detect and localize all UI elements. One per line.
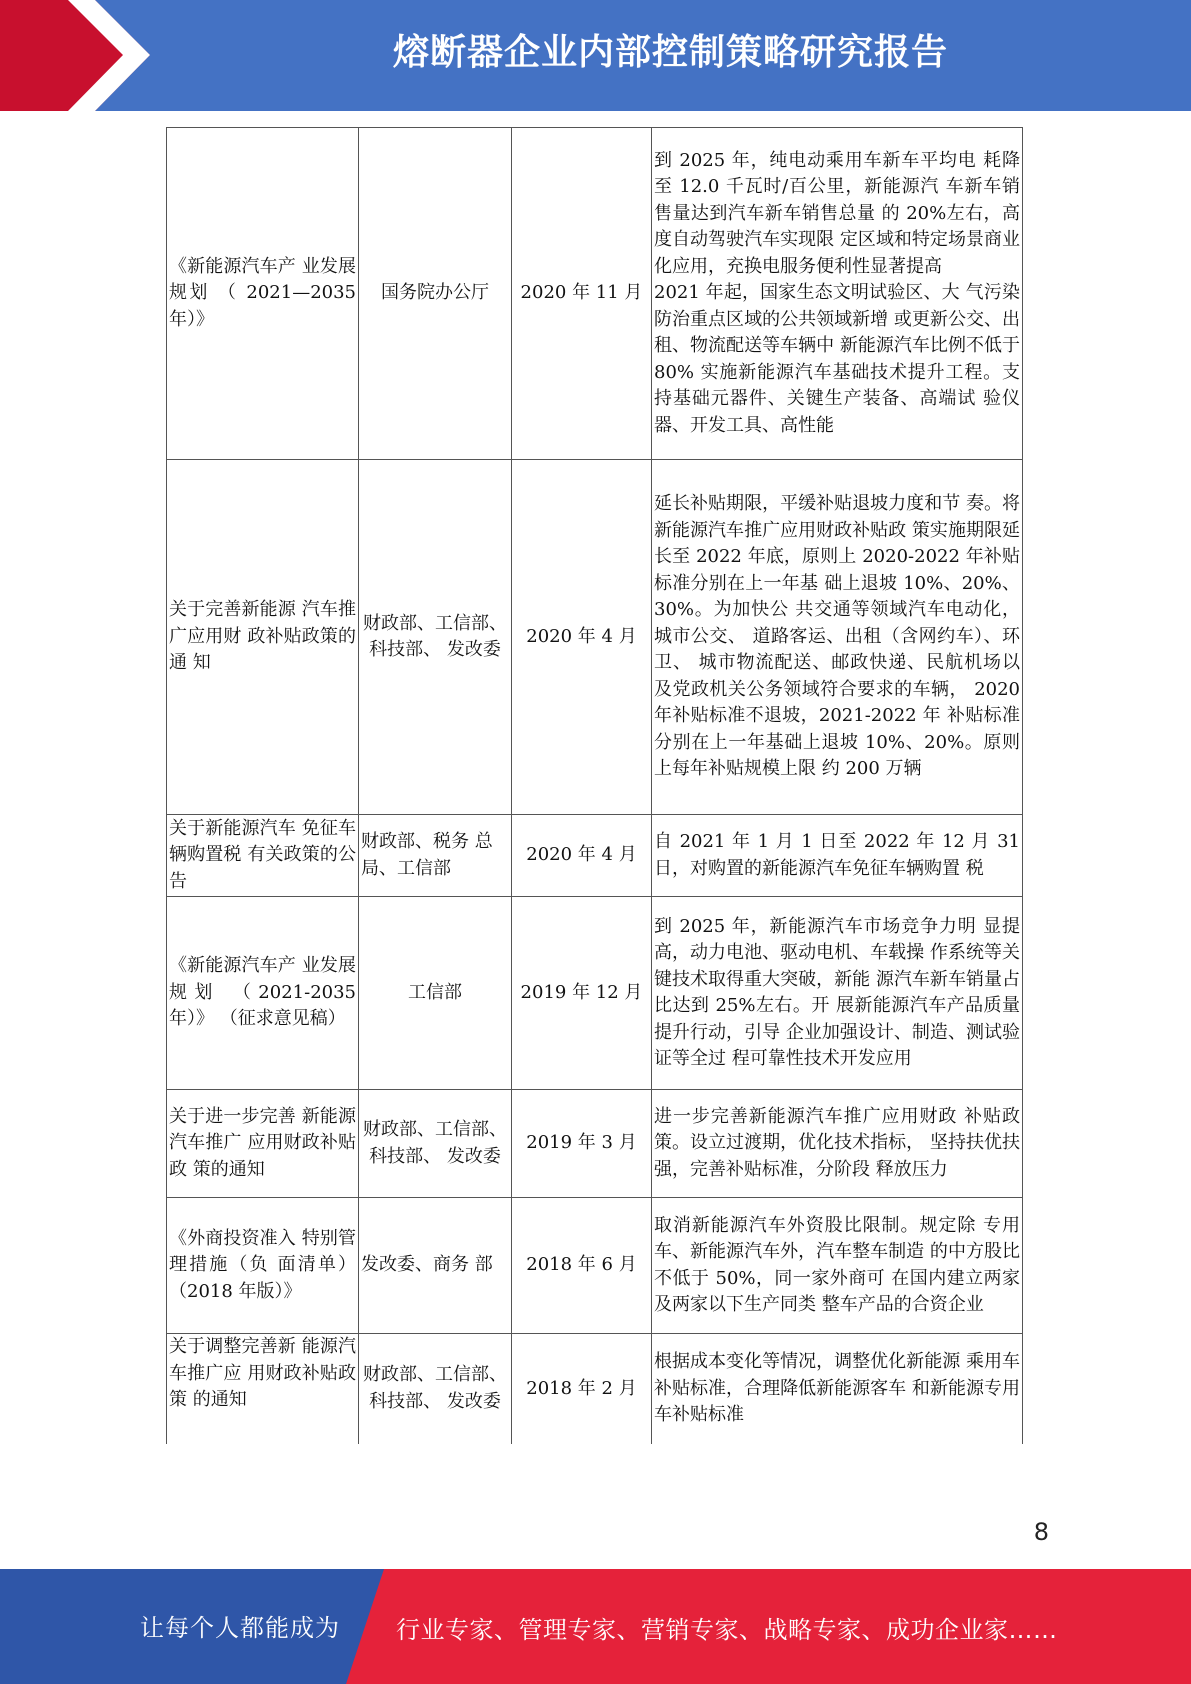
policy-name-cell: 《外商投资准入 特别管理措施（负 面清单）（2018 年版）》 xyxy=(167,1198,359,1334)
issuing-agency-cell: 财政部、工信部、科技部、 发改委 xyxy=(359,1334,512,1444)
table-row xyxy=(167,1090,1023,1198)
policy-name-cell: 关于进一步完善 新能源汽车推广 应用财政补贴政 策的通知 xyxy=(167,1090,359,1198)
issue-date-cell: 2020 年 4 月 xyxy=(512,815,652,897)
table-row xyxy=(167,1334,1023,1444)
issuing-agency-cell: 财政部、税务 总局、工信部 xyxy=(359,815,512,897)
policy-name-cell: 《新能源汽车产 业发展规划 （2021-2035 年）》 （征求意见稿） xyxy=(167,897,359,1090)
policy-name-cell: 关于新能源汽车 免征车辆购置税 有关政策的公告 xyxy=(167,815,359,897)
table-row xyxy=(167,897,1023,1090)
page-footer xyxy=(0,1569,1191,1684)
policy-content-cell: 到 2025 年，新能源汽车市场竞争力明 显提高，动力电池、驱动电机、车载操 作系统等关键技术取得重大突破，新能 源汽车新车销量占比达到 25%左右。开 展新能源汽车产品质量提升行动，引导 企业加强设计、制造、测试验证等全过 程可靠性技术开发应用 xyxy=(652,897,1023,1090)
policy-table xyxy=(166,127,1023,1444)
policy-name-cell: 《新能源汽车产 业发展规划 （ 2021—2035 年）》 xyxy=(167,128,359,460)
policy-content-cell: 根据成本变化等情况，调整优化新能源 乘用车补贴标准，合理降低新能源客车 和新能源专用车补贴标准 xyxy=(652,1334,1023,1444)
policy-content-cell: 到 2025 年，纯电动乘用车新车平均电 耗降至 12.0 千瓦时/百公里，新能源汽 车新车销售量达到汽车新车销售总量 的 20%左右，高度自动驾驶汽车实现限 定区域和特定场景商业化应用，充换电服务便利性显著提高 2021 年起，国家生态文明试验区、大 气污染防治重点区域的公共领域新增 或更新公交、出租、物流配送等车辆中 新能源汽车比例不低于 80% 实施新能源汽车基础技术提升工程。支 持基础元器件、关键生产装备、高端试 验仪器、开发工具、高性能 xyxy=(652,128,1023,460)
policy-content-cell: 自 2021 年 1 月 1 日至 2022 年 12 月 31 日，对购置的新能源汽车免征车辆购置 税 xyxy=(652,815,1023,897)
table-row xyxy=(167,815,1023,897)
issuing-agency-cell: 国务院办公厅 xyxy=(359,128,512,460)
footer-slogan-right: 行业专家、管理专家、营销专家、战略专家、成功企业家…… xyxy=(396,1616,1058,1644)
issuing-agency-cell: 发改委、商务 部 xyxy=(359,1198,512,1334)
policy-name-cell: 关于调整完善新 能源汽车推广应 用财政补贴政策 的通知 xyxy=(167,1334,359,1444)
issue-date-cell: 2020 年 11 月 xyxy=(512,128,652,460)
issuing-agency-cell: 工信部 xyxy=(359,897,512,1090)
policy-content-cell: 进一步完善新能源汽车推广应用财政 补贴政策。设立过渡期，优化技术指标， 坚持扶优扶强，完善补贴标准，分阶段 释放压力 xyxy=(652,1090,1023,1198)
policy-content-cell: 取消新能源汽车外资股比限制。规定除 专用车、新能源汽车外，汽车整车制造 的中方股比不低于 50%，同一家外商可 在国内建立两家及两家以下生产同类 整车产品的合资企业 xyxy=(652,1198,1023,1334)
page-number: 8 xyxy=(1033,1518,1049,1546)
policy-name-cell: 关于完善新能源 汽车推广应用财 政补贴政策的通 知 xyxy=(167,460,359,815)
policy-content-cell: 延长补贴期限，平缓补贴退坡力度和节 奏。将新能源汽车推广应用财政补贴政 策实施期限延长至 2022 年底，原则上 2020-2022 年补贴标准分别在上一年基 础上退坡 10%、20%、30%。为加快公 共交通等领域汽车电动化，城市公交、 道路客运、出租（含网约车）、环卫、 城市物流配送、邮政快递、民航机场以 及党政机关公务领域符合要求的车辆， 2020 年补贴标准不退坡，2021-2022 年 补贴标准分别在上一年基础上退坡 10%、20%。原则上每年补贴规模上限 约 200 万辆 xyxy=(652,460,1023,815)
page-header xyxy=(0,0,1191,111)
issuing-agency-cell: 财政部、工信部、科技部、 发改委 xyxy=(359,1090,512,1198)
issue-date-cell: 2018 年 6 月 xyxy=(512,1198,652,1334)
issue-date-cell: 2018 年 2 月 xyxy=(512,1334,652,1444)
footer-slogan-left: 让每个人都能成为 xyxy=(140,1614,340,1642)
table-row xyxy=(167,1198,1023,1334)
table-row xyxy=(167,460,1023,815)
report-title: 熔断器企业内部控制策略研究报告 xyxy=(392,32,948,73)
issue-date-cell: 2019 年 3 月 xyxy=(512,1090,652,1198)
issuing-agency-cell: 财政部、工信部、科技部、 发改委 xyxy=(359,460,512,815)
issue-date-cell: 2019 年 12 月 xyxy=(512,897,652,1090)
table-row xyxy=(167,128,1023,460)
issue-date-cell: 2020 年 4 月 xyxy=(512,460,652,815)
